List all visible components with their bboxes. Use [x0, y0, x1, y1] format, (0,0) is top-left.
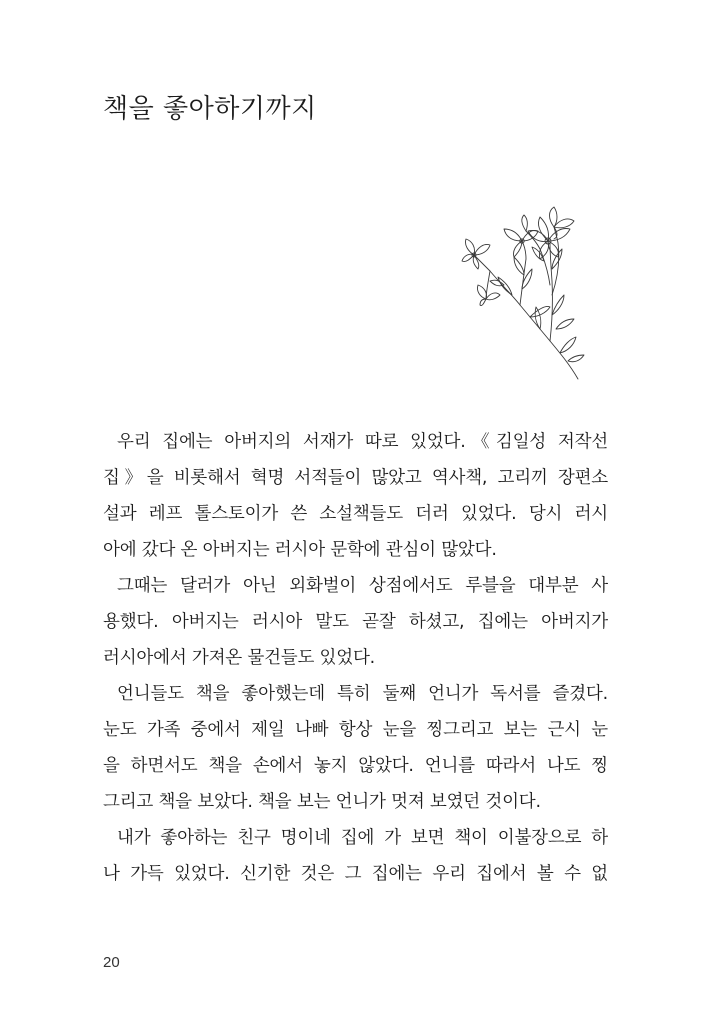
- body-line: 언니들도 책을 좋아했는데 특히 둘째 언니가 독서를 즐겼다.: [117, 684, 608, 704]
- page-number: 20: [103, 954, 120, 971]
- body-line: 용했다. 아버지는 러시아 말도 곧잘 하셨고, 집에는 아버지가: [103, 612, 608, 632]
- flax-flower-sprig-illustration-icon: [460, 205, 585, 385]
- body-line: 눈도 가족 중에서 제일 나빠 항상 눈을 찡그리고 보는 근시 눈: [103, 720, 608, 740]
- body-line: 그때는 달러가 아닌 외화벌이 상점에서도 루블을 대부분 사: [117, 576, 608, 596]
- body-text: [103, 424, 608, 892]
- body-line: 러시아에서 가져온 물건들도 있었다.: [103, 648, 376, 668]
- chapter-title: 책을 좋아하기까지: [103, 94, 317, 124]
- body-line: 집》을 비롯해서 혁명 서적들이 많았고 역사책, 고리끼 장편소: [103, 468, 608, 488]
- body-line: 나 가득 있었다. 신기한 것은 그 집에는 우리 집에서 볼 수 없: [103, 864, 608, 884]
- body-line: 내가 좋아하는 친구 명이네 집에 가 보면 책이 이불장으로 하: [117, 828, 608, 848]
- body-line: 그리고 책을 보았다. 책을 보는 언니가 멋져 보였던 것이다.: [103, 792, 541, 812]
- body-line: 을 하면서도 책을 손에서 놓지 않았다. 언니를 따라서 나도 찡: [103, 756, 608, 776]
- body-line: 아에 갔다 온 아버지는 러시아 문학에 관심이 많았다.: [103, 540, 497, 560]
- body-line: 우리 집에는 아버지의 서재가 따로 있었다.《김일성 저작선: [117, 432, 608, 452]
- body-line: 설과 레프 톨스토이가 쓴 소설책들도 더러 있었다. 당시 러시: [103, 504, 608, 524]
